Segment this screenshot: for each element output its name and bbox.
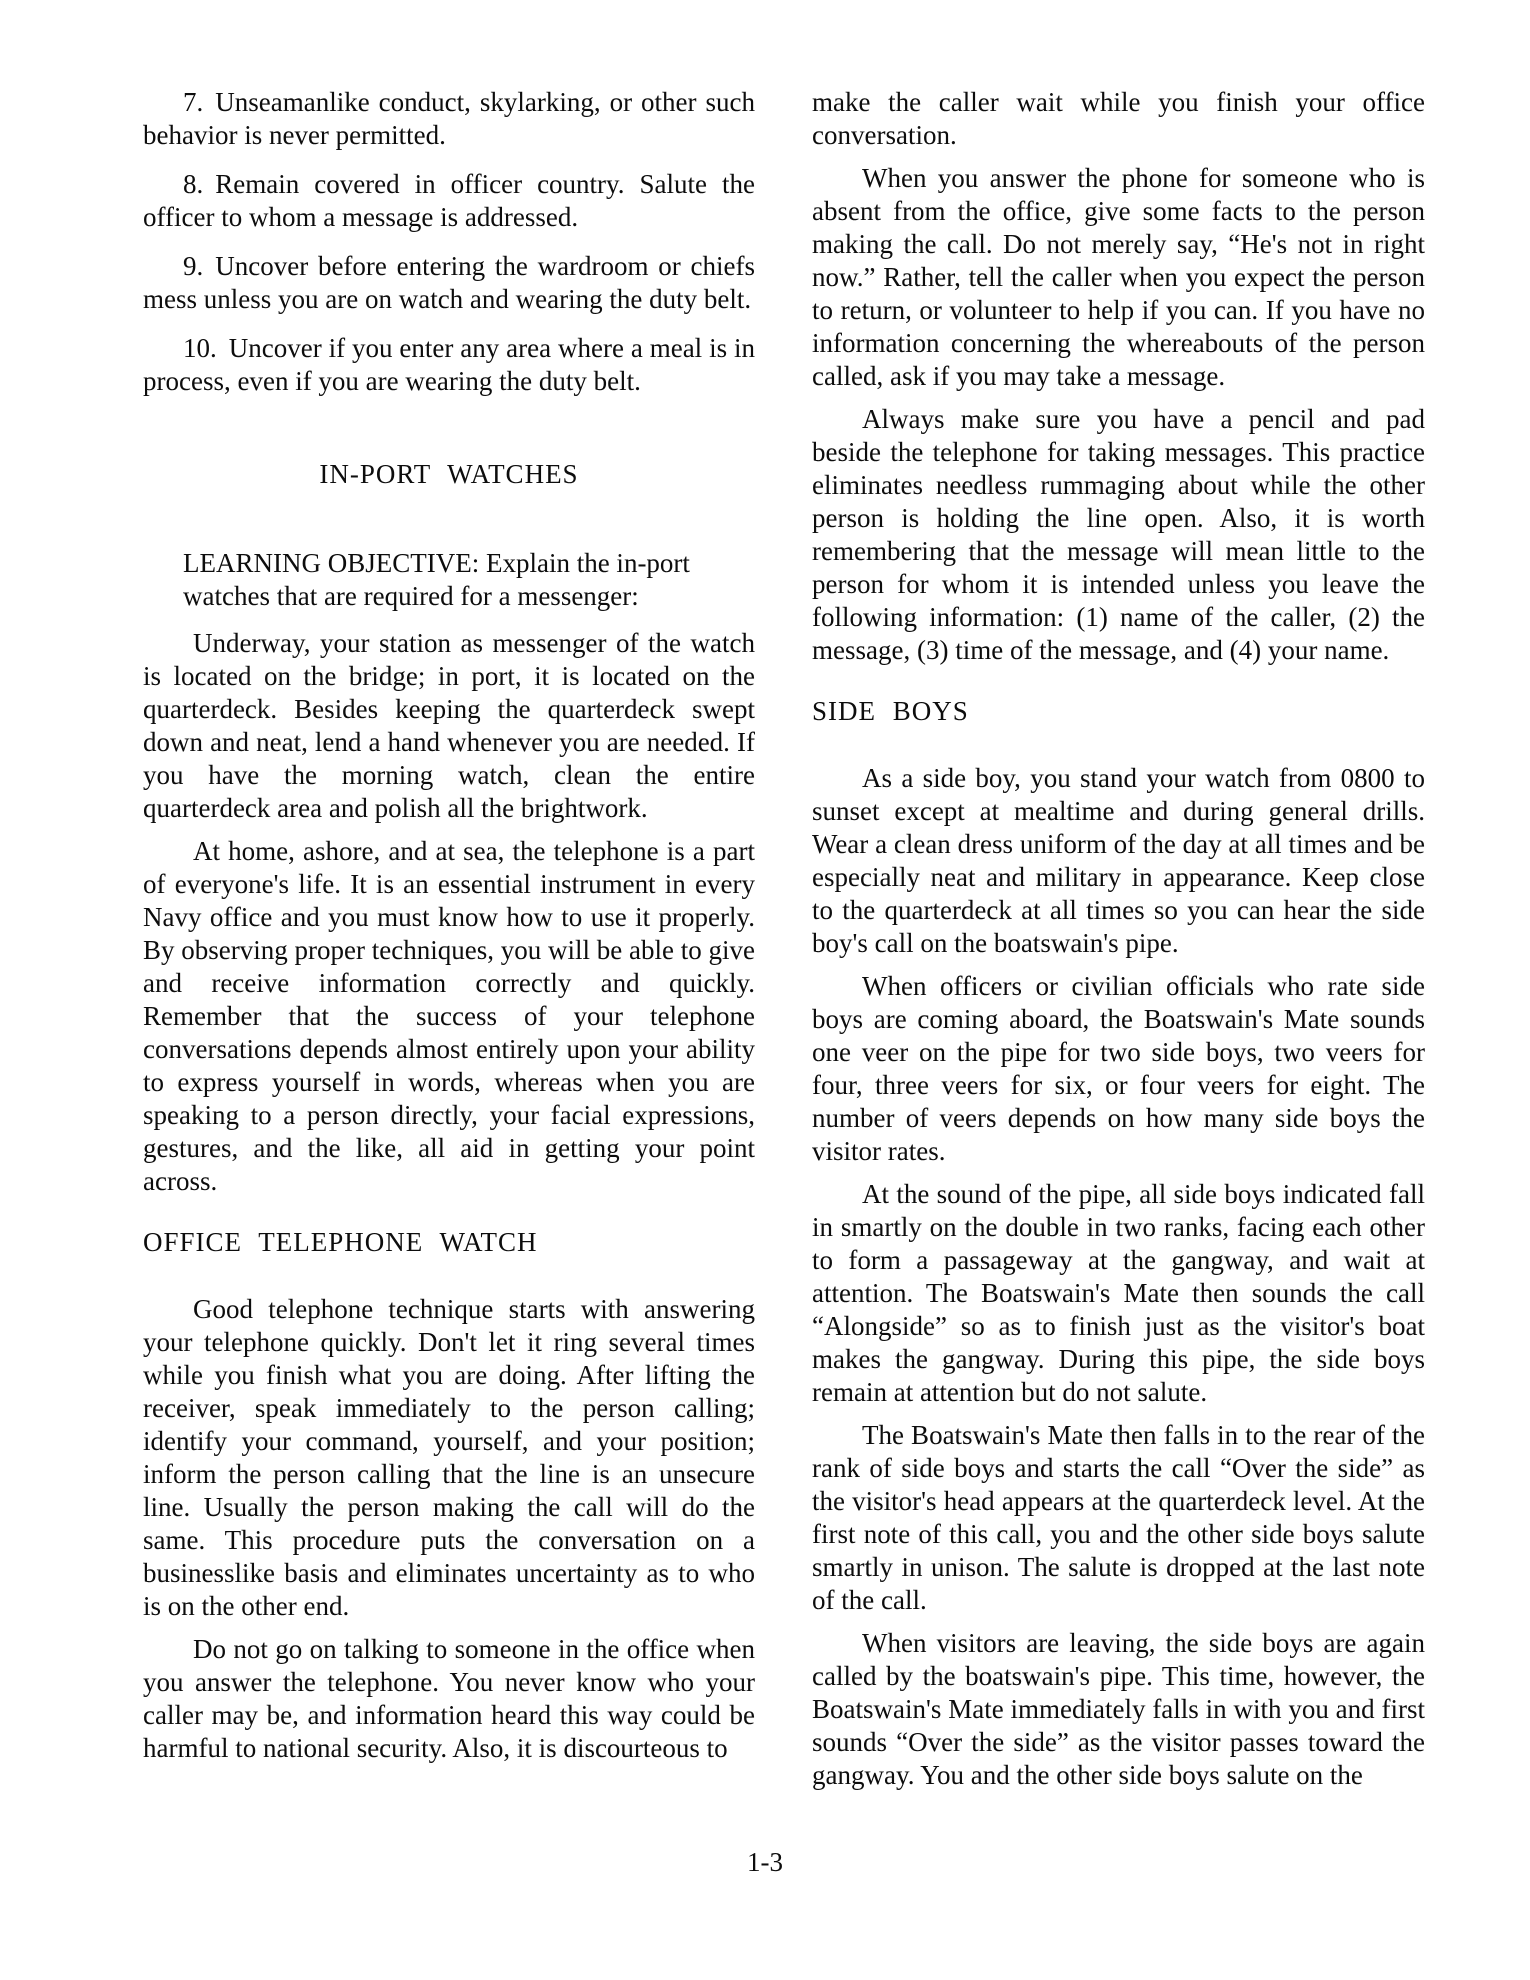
list-item bbox=[143, 332, 755, 398]
learning-objective: LEARNING OBJECTIVE: Explain the in-port watches that are required for a messenger: bbox=[183, 548, 690, 611]
list-item-number: 10. bbox=[183, 333, 217, 363]
paragraph-when-visitors-leaving: When visitors are leaving, the side boys are again called by the boatswain's pipe. This time, however, the Boatswain's Mate immediately falls in with you and first sounds “Over the side” as the visitor passes toward the gangway. You and the other side boys salute on the bbox=[812, 1628, 1425, 1790]
list-item bbox=[143, 250, 755, 316]
section-heading-in-port-watches: IN-PORT WATCHES bbox=[319, 459, 579, 489]
list-item-text: Unseamanlike conduct, skylarking, or other such behavior is never permitted. bbox=[143, 87, 755, 150]
list-item-number: 9. bbox=[183, 251, 204, 281]
list-item bbox=[143, 86, 755, 152]
paragraph-do-not-talk: Do not go on talking to someone in the office when you answer the telephone. You never know who your caller may be, and information heard this way could be harmful to national security. Also, it is discourteous to bbox=[143, 1634, 755, 1763]
paragraph-good-technique: Good telephone technique starts with answering your telephone quickly. Don't let it ring several times while you finish what you are doing. After lifting the receiver, speak immediately to the person calling; identify your command, yourself, and your position; inform the person calling that the line is an unsecure line. Usually the person making the call will do the same. This procedure puts the conversation on a businesslike basis and eliminates uncertainty as to who is on the other end. bbox=[143, 1294, 755, 1621]
list-item-number: 8. bbox=[183, 169, 204, 199]
paragraph-pencil-and-pad: Always make sure you have a pencil and pad beside the telephone for taking messages. This practice eliminates needless rummaging about while the other person is holding the line open. Also, it is worth remembering that the message will mean little to the person for whom it is intended unless you leave the following information: (1) name of the caller, (2) the message, (3) time of the message, and (4) your name. bbox=[812, 404, 1425, 665]
list-item-number: 7. bbox=[183, 87, 204, 117]
paragraph-boatswain-falls-in: The Boatswain's Mate then falls in to the rear of the rank of side boys and starts the call “Over the side” as the visitor's head appears at the quarterdeck level. At the first note of this call, you and the other side boys salute smartly in unison. The salute is dropped at the last note of the call. bbox=[812, 1420, 1425, 1615]
list-item-text: Remain covered in officer country. Salute the officer to whom a message is addressed. bbox=[143, 169, 755, 232]
page-number: 1-3 bbox=[747, 1847, 783, 1877]
paragraph-as-side-boy: As a side boy, you stand your watch from 0800 to sunset except at mealtime and during general drills. Wear a clean dress uniform of the day at all times and be especially neat and military in appearance. Keep close to the quarterdeck at all times so you can hear the side boy's call on the boatswain's pipe. bbox=[812, 763, 1425, 958]
left-column bbox=[143, 86, 755, 1775]
section-heading-side-boys: SIDE BOYS bbox=[812, 696, 969, 726]
list-item-text: Uncover if you enter any area where a meal is in process, even if you are wearing the duty belt. bbox=[143, 333, 755, 396]
list-item bbox=[143, 168, 755, 234]
paragraph-when-answer: When you answer the phone for someone who is absent from the office, give some facts to the person making the call. Do not merely say, “He's not in right now.” Rather, tell the caller when you expect the person to return, or volunteer to help if you can. If you have no information concerning the whereabouts of the person called, ask if you may take a message. bbox=[812, 163, 1425, 391]
section-heading-office-telephone-watch: OFFICE TELEPHONE WATCH bbox=[143, 1227, 538, 1257]
paragraph-telephone-intro: At home, ashore, and at sea, the telephone is a part of everyone's life. It is an essential instrument in every Navy office and you must know how to use it properly. By observing proper techniques, you will be able to give and receive information correctly and quickly. Remember that the success of your telephone conversations depends almost entirely upon your ability to express yourself in words, whereas when you are speaking to a person directly, your facial expressions, gestures, and the like, all aid in getting your point across. bbox=[143, 836, 755, 1196]
paragraph-at-sound-of-pipe: At the sound of the pipe, all side boys indicated fall in smartly on the double in two ranks, facing each other to form a passageway at the gangway, and wait at attention. The Boatswain's Mate then sounds the call “Alongside” so as to finish just as the visitor's boat makes the gangway. During this pipe, the side boys remain at attention but do not salute. bbox=[812, 1179, 1425, 1407]
list-item-text: Uncover before entering the wardroom or chiefs mess unless you are on watch and wearing the duty belt. bbox=[143, 251, 755, 314]
paragraph-continuation: make the caller wait while you finish your office conversation. bbox=[812, 87, 1425, 150]
paragraph-underway: Underway, your station as messenger of the watch is located on the bridge; in port, it is located on the quarterdeck. Besides keeping the quarterdeck swept down and neat, lend a hand whenever you are needed. If you have the morning watch, clean the entire quarterdeck area and polish all the brightwork. bbox=[143, 628, 755, 823]
right-column bbox=[812, 86, 1425, 1802]
paragraph-when-officers: When officers or civilian officials who rate side boys are coming aboard, the Boatswain's Mate sounds one veer on the pipe for two side boys, two veers for four, three veers for six, or four veers for eight. The number of veers depends on how many side boys the visitor rates. bbox=[812, 971, 1425, 1166]
